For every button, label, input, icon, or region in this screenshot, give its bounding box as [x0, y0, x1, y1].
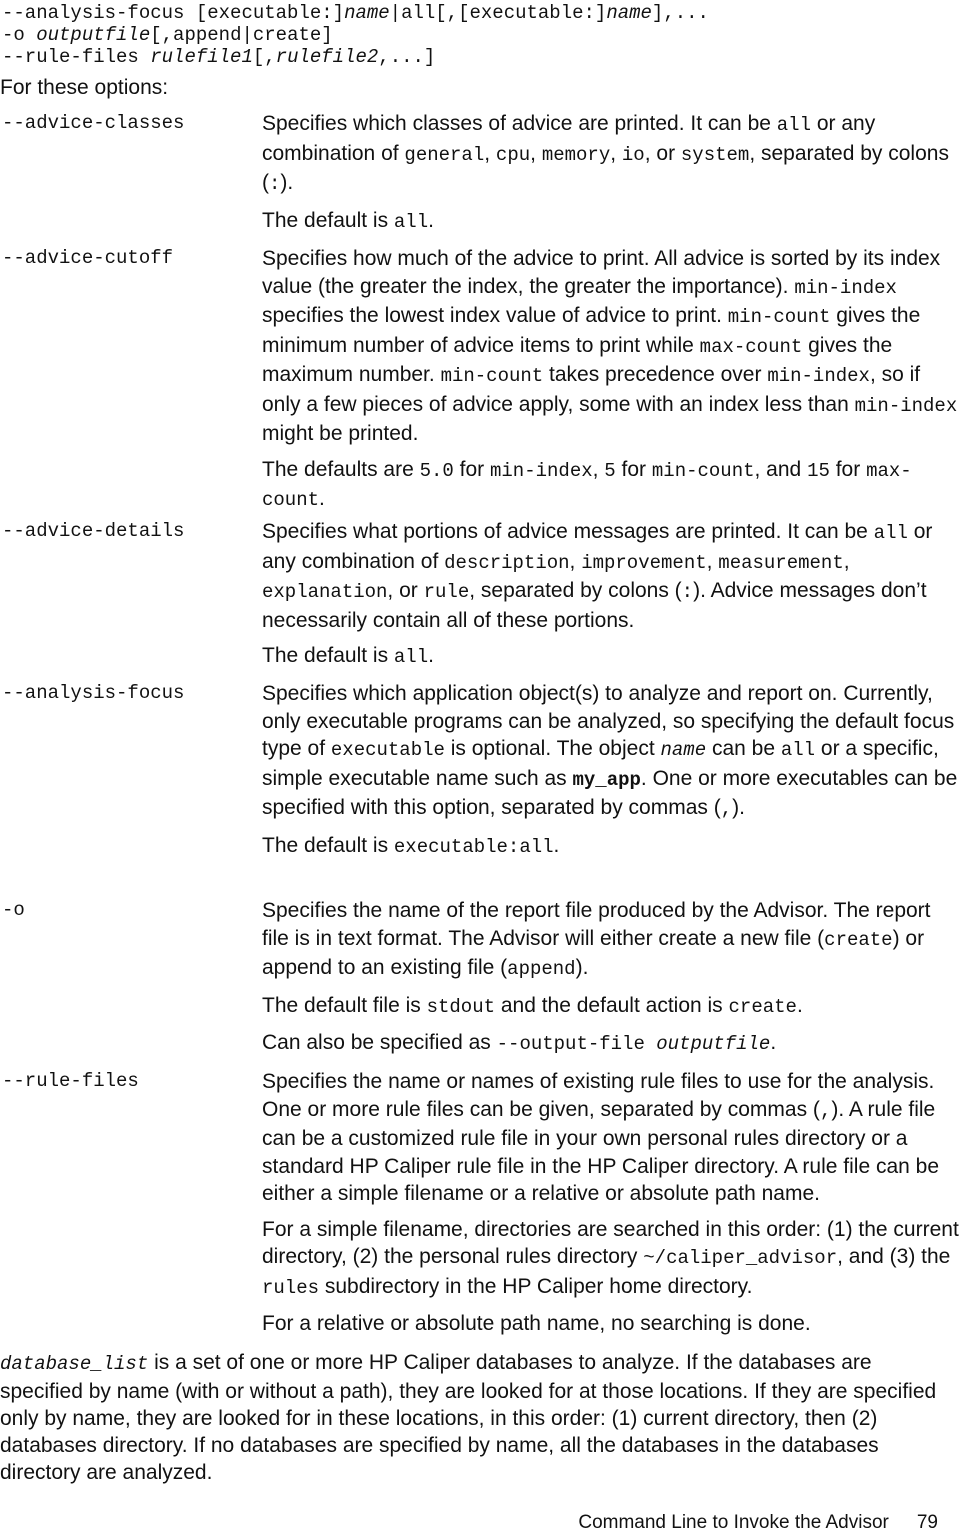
description-paragraph: Specifies how much of the advice to print. All advice is sorted by its index value (the greater the index, the greater the importance). min-index specifies the lowest index value of advice to print. min-count gives the minimum number of advice items to print while max-count gives the maximum number. min-count takes precedence over min-index, so if only a few pieces of advice apply, some with an index less than min-index might be printed. [262, 247, 958, 445]
database-list-paragraph: database_list is a set of one or more HP Caliper databases to analyze. If the databases are specified by name (with or without a path), they are looked for at those locations. If they are specified only by name, they are looked for in these locations, in this order: (1) current directory, then (2) databases directory. If no databases are specified by name, all the databases in the databases directory are analyzed. [0, 1351, 937, 1484]
default-paragraph: The default is executable:all. [262, 833, 560, 858]
synopsis-line-output: -o outputfile[,append|create] [2, 24, 333, 46]
option-description [262, 897, 960, 1067]
default-paragraph: The default is all. [262, 644, 434, 668]
search-order-paragraph: For a simple filename, directories are searched in this order: (1) the current directory, (2) the personal rules directory ~/caliper_advisor, and (3) the rules subdirectory in the HP Caliper home directory. [262, 1217, 959, 1299]
default-paragraph: The defaults are 5.0 for min-index, 5 for min-count, and 15 for max-count. [262, 457, 912, 511]
option-description [262, 1068, 960, 1346]
synopsis-line-analysis-focus: --analysis-focus [executable:]name|all[,[executable:]name],... [2, 2, 709, 24]
option-term: --advice-cutoff [2, 247, 174, 269]
default-paragraph: The default file is stdout and the default action is create. [262, 993, 803, 1018]
footer-section-title: Command Line to Invoke the Advisor [578, 1512, 889, 1533]
option-term: -o [2, 899, 25, 921]
alias-paragraph: Can also be specified as --output-file outputfile. [262, 1031, 777, 1055]
page-number: 79 [916, 1512, 938, 1533]
option-term: --advice-details [2, 520, 185, 542]
synopsis-block [2, 2, 709, 68]
description-paragraph: Specifies what portions of advice messages are printed. It can be all or any combination of description, improvement, measurement, explanation, or rule, separated by colons (:). Advice messages don’t necessarily contain all of these portions. [262, 520, 933, 632]
description-paragraph: Specifies the name of the report file produced by the Advisor. The report file is in text format. The Advisor will either create a new file (create) or append to an existing file (append). [262, 899, 931, 980]
option-description [262, 518, 960, 680]
description-paragraph: Specifies which classes of advice are printed. It can be all or any combination of general, cpu, memory, io, or system, separated by colons (:). [262, 112, 949, 195]
default-paragraph: The default is all. [262, 208, 434, 233]
option-term: --analysis-focus [2, 682, 185, 704]
option-term: --advice-classes [2, 112, 185, 134]
option-description [262, 245, 960, 523]
synopsis-line-rule-files: --rule-files rulefile1[,rulefile2,...] [2, 46, 436, 68]
option-term: --rule-files [2, 1070, 139, 1092]
description-paragraph: Specifies which application object(s) to analyze and report on. Currently, only executable programs can be analyzed, so specifying the default focus type of executable is optional. The object name can be all or a specific, simple executable name such as my_app. One or more executables can be specified with this option, separated by commas (,). [262, 682, 958, 820]
option-description [262, 110, 960, 244]
options-intro: For these options: [0, 76, 169, 99]
option-description [262, 680, 960, 869]
page-footer [578, 1512, 938, 1534]
description-paragraph: Specifies the name or names of existing rule files to use for the analysis. One or more rule files can be given, separated by commas (,). A rule file can be a customized rule file in your own personal rules directory or a standard HP Caliper rule file in the HP Caliper directory. A rule file can be either a simple filename or a relative or absolute path name. [262, 1070, 940, 1205]
path-paragraph: For a relative or absolute path name, no searching is done. [262, 1312, 811, 1335]
